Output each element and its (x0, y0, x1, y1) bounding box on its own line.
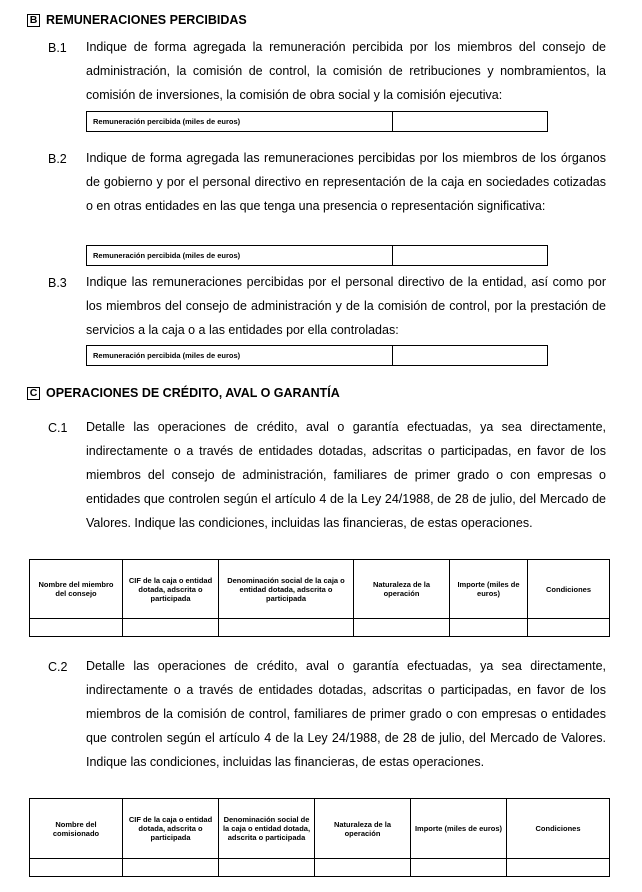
b2-remuneration-value[interactable] (393, 246, 547, 265)
c2-col-header: CIF de la caja o entidad dotada, adscrita o participada (123, 799, 219, 859)
table-cell[interactable] (219, 859, 315, 877)
table-cell[interactable] (219, 619, 354, 637)
table-row (30, 859, 610, 877)
item-b2-number: B.2 (48, 152, 67, 166)
item-b2-text: Indique de forma agregada las remuneraciones percibidas por los miembros de los órganos de gobierno y por el personal directivo en representación de la caja en sociedades cotizadas o en otras entidades en las que tenga una presencia o representación significativa: (86, 151, 606, 213)
table-cell[interactable] (411, 859, 507, 877)
section-c-title: OPERACIONES DE CRÉDITO, AVAL O GARANTÍA (46, 386, 340, 400)
c2-col-header: Denominación social de la caja o entidad dotada, adscrita o participada (219, 799, 315, 859)
b1-remuneration-value[interactable] (393, 112, 547, 131)
table-cell[interactable] (123, 619, 219, 637)
item-c1-text: Detalle las operaciones de crédito, aval o garantía efectuadas, ya sea directamente, indirectamente o a través de entidades dotadas, adscritas o participadas, en favor de los miembros del consejo de administración, familiares de primer grado o con empresas o entidades que controlen según el artículo 4 de la Ley 24/1988, de 28 de julio, del Mercado de Valores. Indique las condiciones, incluidas las financieras, de estas operaciones. (86, 420, 606, 530)
c1-col-header: Nombre del miembro del consejo (30, 560, 123, 619)
item-b1-text: Indique de forma agregada la remuneración percibida por los miembros del consejo de administración, la comisión de control, la comisión de retribuciones y nombramientos, la comisión de inversiones, la comisión de obra social y la comisión ejecutiva: (86, 40, 606, 102)
section-b-letter: B (27, 14, 40, 27)
table-cell[interactable] (528, 619, 610, 637)
b2-remuneration-label: Remuneración percibida (miles de euros) (87, 246, 393, 265)
item-c1-number: C.1 (48, 421, 68, 435)
b1-remuneration-label: Remuneración percibida (miles de euros) (87, 112, 393, 131)
item-b3-number: B.3 (48, 276, 67, 290)
c1-col-header: CIF de la caja o entidad dotada, adscrita o participada (123, 560, 219, 619)
b3-remuneration-value[interactable] (393, 346, 547, 365)
section-b-title: REMUNERACIONES PERCIBIDAS (46, 13, 247, 27)
table-cell[interactable] (30, 859, 123, 877)
table-cell[interactable] (123, 859, 219, 877)
c2-col-header: Condiciones (507, 799, 610, 859)
c1-col-header: Denominación social de la caja o entidad dotada, adscrita o participada (219, 560, 354, 619)
item-b1-number: B.1 (48, 41, 67, 55)
table-cell[interactable] (507, 859, 610, 877)
b1-remuneration-table (86, 111, 548, 132)
item-b3-text: Indique las remuneraciones percibidas por el personal directivo de la entidad, así como por los miembros del consejo de administración y de la comisión de control, por la prestación de servicios a la caja o a las entidades por ella controladas: (86, 275, 606, 337)
c1-col-header: Importe (miles de euros) (450, 560, 528, 619)
c2-col-header: Nombre del comisionado (30, 799, 123, 859)
c1-operations-table (29, 559, 610, 637)
c2-table-header-row (30, 799, 610, 859)
b3-remuneration-label: Remuneración percibida (miles de euros) (87, 346, 393, 365)
c1-col-header: Condiciones (528, 560, 610, 619)
c2-operations-table (29, 798, 610, 877)
section-c-letter: C (27, 387, 40, 400)
item-c2-number: C.2 (48, 660, 68, 674)
c1-table-header-row (30, 560, 610, 619)
table-cell[interactable] (315, 859, 411, 877)
c1-col-header: Naturaleza de la operación (354, 560, 450, 619)
c2-col-header: Naturaleza de la operación (315, 799, 411, 859)
section-b-heading (27, 13, 247, 27)
item-c2-text: Detalle las operaciones de crédito, aval o garantía efectuadas, ya sea directamente, indirectamente o a través de entidades dotadas, adscritas o participadas, en favor de los miembros de la comisión de control, familiares de primer grado o con empresas o entidades que controlen según el artículo 4 de la Ley 24/1988, de 28 de julio, del Mercado de Valores. Indique las condiciones, incluidas las financieras, de estas operaciones. (86, 659, 606, 769)
table-cell[interactable] (354, 619, 450, 637)
section-c-heading (27, 386, 340, 400)
table-row (30, 619, 610, 637)
c2-col-header: Importe (miles de euros) (411, 799, 507, 859)
table-cell[interactable] (30, 619, 123, 637)
b3-remuneration-table (86, 345, 548, 366)
b2-remuneration-table (86, 245, 548, 266)
table-cell[interactable] (450, 619, 528, 637)
